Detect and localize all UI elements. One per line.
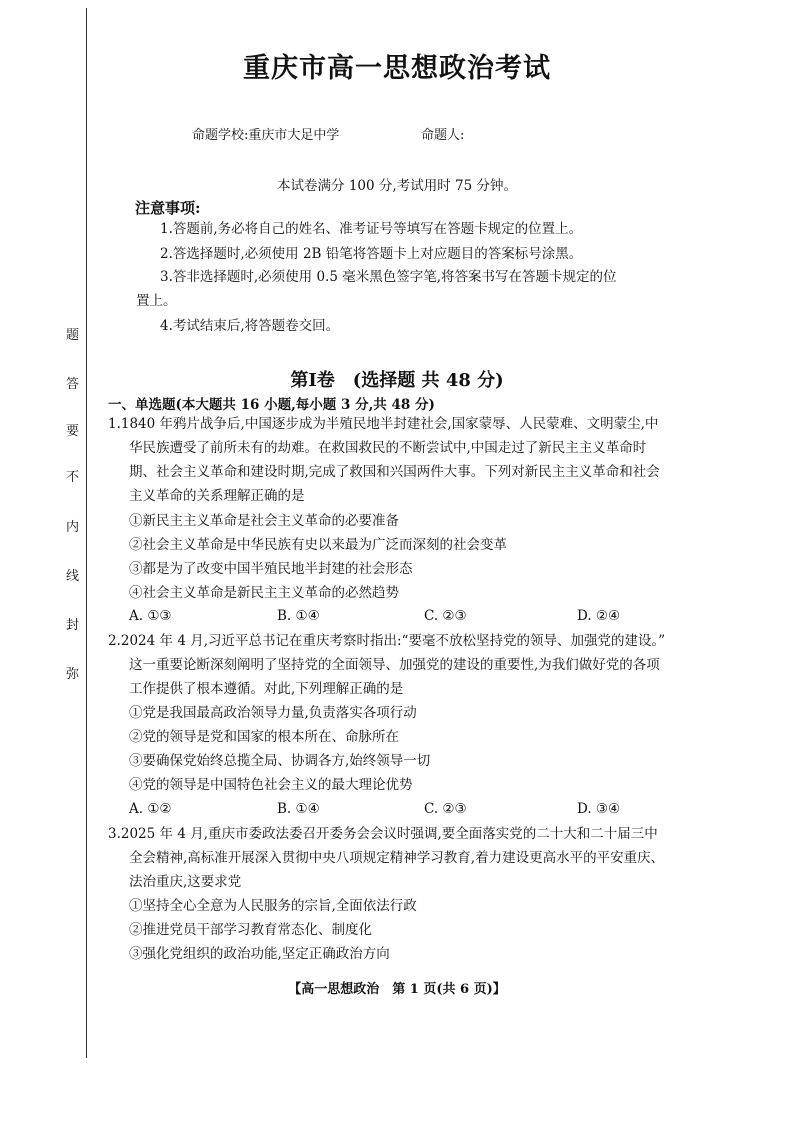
note-item: 3.答非选择题时,必须使用 0.5 毫米黑色签字笔,将答案书写在答题卡规定的位 [160,269,617,285]
exam-title: 重庆市高一思想政治考试 [243,53,551,84]
statement: ①新民主主义革命是社会主义革命的必要准备 [129,513,399,529]
side-seal-char: 内 [66,520,80,535]
notes-title: 注意事项: [135,199,201,217]
question-stem-line: 这一重要论断深刻阐明了坚持党的全面领导、加强党的建设的重要性,为我们做好党的各项 [129,657,660,673]
side-seal-char: 封 [66,618,80,633]
option-a: A. ①③ [129,608,172,624]
statement: ④社会主义革命是新民主主义革命的必然趋势 [129,585,399,601]
note-item: 2.答选择题时,必须使用 2B 铅笔将答题卡上对应题目的答案标号涂黑。 [160,246,583,262]
statement: ①坚持全心全意为人民服务的宗旨,全面依法行政 [129,898,417,914]
note-item: 1.答题前,务必将自己的姓名、准考证号等填写在答题卡规定的位置上。 [160,221,583,237]
question-stem-line: 2.2024 年 4 月,习近平总书记在重庆考察时指出:“要毫不放松坚持党的领导、加强党的建设。” [108,633,666,649]
statement: ②社会主义革命是中华民族有史以来最为广泛而深刻的社会变革 [129,537,507,553]
option-b: B. ①④ [277,801,320,817]
section-title: 第Ⅰ卷 (选择题 共 48 分) [290,370,504,391]
side-seal-char: 题 [66,328,80,343]
option-c: C. ②③ [424,608,467,624]
note-item: 4.考试结束后,将答题卷交回。 [160,318,340,334]
option-d: D. ②④ [577,608,621,624]
question-stem-line: 工作提供了根本遵循。对此,下列理解正确的是 [129,681,404,697]
question-stem-line: 华民族遭受了前所未有的劫难。在救国救民的不断尝试中,中国走过了新民主主义革命时 [129,440,647,456]
side-seal-char: 不 [66,470,80,485]
option-c: C. ②③ [424,801,467,817]
statement: ③都是为了改变中国半殖民地半封建的社会形态 [129,561,413,577]
side-seal-char: 线 [66,569,80,584]
statement: ③要确保党始终总揽全局、协调各方,始终领导一切 [129,753,431,769]
statement: ②党的领导是党和国家的根本所在、命脉所在 [129,729,399,745]
question-stem-line: 法治重庆,这要求党 [129,874,242,890]
option-b: B. ①④ [277,608,320,624]
statement: ④党的领导是中国特色社会主义的最大理论优势 [129,777,413,793]
question-stem-line: 3.2025 年 4 月,重庆市委政法委召开委务会会议时强调,要全面落实党的二十大和二十届三中 [108,826,658,842]
binding-line [86,8,87,1058]
option-d: D. ③④ [577,801,621,817]
statement: ①党是我国最高政治领导力量,负责落实各项行动 [129,705,417,721]
side-seal-char: 要 [66,424,80,439]
statement: ③强化党组织的政治功能,坚定正确政治方向 [129,946,390,962]
school-label: 命题学校:重庆市大足中学 [192,128,340,143]
question-stem-line: 1.1840 年鸦片战争后,中国逐步成为半殖民地半封建社会,国家蒙辱、人民蒙难、文明蒙尘,中 [108,416,659,432]
note-item: 置上。 [136,293,177,309]
author-label: 命题人: [421,128,465,143]
statement: ②推进党员干部学习教育常态化、制度化 [129,922,372,938]
side-seal-char: 答 [66,377,80,392]
question-stem-line: 全会精神,高标准开展深入贯彻中央八项规定精神学习教育,着力建设更高水平的平安重庆、 [129,850,665,866]
option-a: A. ①② [129,801,172,817]
question-stem-line: 主义革命的关系理解正确的是 [129,488,305,504]
question-stem-line: 期、社会主义革命和建设时期,完成了救国和兴国两件大事。下列对新民主主义革命和社会 [129,464,660,480]
side-seal-char: 弥 [66,667,80,682]
score-line: 本试卷满分 100 分,考试用时 75 分钟。 [277,178,517,194]
subsection-title: 一、单选题(本大题共 16 小题,每小题 3 分,共 48 分) [108,397,435,413]
page-footer: 【高一思想政治 第 1 页(共 6 页)】 [288,982,506,997]
